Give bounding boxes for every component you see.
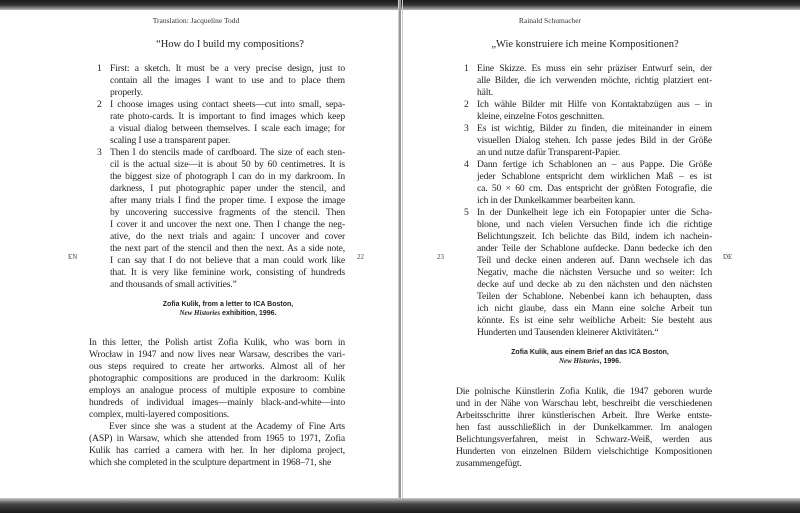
text-line: that. It is very like feminine work, consisting of hundreds — [110, 267, 345, 278]
text-line: which she completed in the sculpture department in 1968–71, she — [89, 457, 332, 468]
numbered-list — [97, 63, 345, 291]
text-line: ative, do the next trials and again: I uncover and cover — [110, 231, 345, 242]
text-line: First: a sketch. It must be a very precise design, just to — [110, 63, 345, 74]
list-item — [97, 63, 345, 99]
running-head: Rainald Schumacher — [518, 16, 582, 25]
caption-line-2: , 1996. — [599, 358, 622, 365]
viewer-bottom-bar — [0, 498, 800, 513]
list-item-number: 4 — [464, 159, 469, 170]
text-line: könnte. Es ist eine sehr weibliche Arbeit: Sie besteht aus — [477, 315, 712, 326]
text-line: I cover it and uncover the next one. Then I change the neg- — [110, 219, 345, 230]
text-line: Belichtungsverfahren, meist in Schwarz-Weiß, werden aus — [456, 434, 712, 445]
text-line: visuellen Dialog stehen. Ich passe jedes Bild in der Größe — [477, 135, 712, 146]
caption-line-1: Zofia Kulik, aus einem Brief an das ICA Boston, — [511, 349, 669, 356]
text-line: Arbeitsschritte ihrer künstlerischen Arbeit. Ihre Werke entste- — [456, 410, 712, 421]
text-line: by uncovering successive fragments of the stencil. Then — [110, 207, 345, 218]
list-item — [464, 123, 712, 159]
text-line: ous steps required to create her artworks. Almost all of her — [89, 361, 345, 372]
text-line: alle Bilder, die ich verwenden möchte, richtig platziert ent- — [477, 75, 712, 86]
text-line: photographic compositions are produced in the darkroom: Kulik — [89, 373, 345, 384]
caption-exhibition-title: New Histories — [179, 309, 221, 317]
list-item-number: 2 — [464, 99, 469, 110]
text-line: and thousands of small activities.” — [110, 279, 237, 290]
text-line: blone, und nach vielen Versuchen finde ich die richtige — [477, 219, 712, 230]
caption-line-2: exhibition, 1996. — [220, 310, 277, 317]
list-item-number: 3 — [464, 123, 469, 134]
list-item — [464, 207, 712, 339]
paragraph — [456, 386, 712, 470]
text-line: employs an analogue process of multiple exposure to combine — [89, 385, 345, 396]
paragraph — [89, 337, 345, 421]
text-line: contain all the images I want to use and to place them — [110, 75, 345, 86]
text-line: zusammengefügt. — [456, 458, 522, 469]
text-line: I choose images using contact sheets—cut into small, sepa- — [110, 99, 345, 110]
numbered-list — [464, 63, 712, 339]
book-gutter — [399, 0, 401, 513]
caption-exhibition-title: New Histories — [558, 357, 600, 365]
text-line: hält. — [477, 87, 494, 98]
text-line: ich in der Dunkelkammer bearbeiten kann. — [477, 195, 636, 206]
language-label: EN — [68, 253, 78, 261]
text-line: Es ist wichtig, Bilder zu finden, die miteinander in einem — [477, 123, 712, 134]
paragraph — [89, 421, 345, 469]
text-line: hen fast ausschließlich in der Dunkelkammer. Im analogen — [456, 422, 712, 433]
page-number: 22 — [357, 253, 364, 261]
list-item-number: 1 — [464, 63, 469, 74]
text-line: Ich wähle Bilder mit Hilfe von Kontaktabzügen aus – in — [477, 99, 712, 110]
text-line: Ever since she was a student at the Academy of Fine Arts — [109, 421, 345, 432]
text-line: Wrocław in 1947 and now lives near Warsaw, describes the vari- — [89, 349, 345, 360]
quote-caption — [108, 300, 348, 318]
list-item-number: 5 — [464, 207, 469, 218]
list-item — [97, 99, 345, 147]
text-line: In der Dunkelheit lege ich ein Fotopapier unter die Scha- — [477, 207, 712, 218]
list-item-number: 1 — [97, 63, 102, 74]
text-line: ca. 50 × 60 cm. Das entspricht der größten Fotografie, die — [477, 183, 712, 194]
list-item — [464, 99, 712, 123]
text-line: Belichtungszeit. Ich belichte das Bild, indem ich nachein- — [477, 231, 712, 242]
text-line: und in der Nähe von Warschau lebt, beschreibt die verschiedenen — [456, 398, 712, 409]
page-heading: „Wie konstruiere ich meine Kompositionen? — [491, 39, 679, 50]
text-line: the next part of the stencil and then the next. As a side note, — [110, 243, 345, 254]
text-line: after many trials I find the proper time. I expose the image — [110, 195, 345, 206]
text-line: jeder Schablone entspricht dem wirklichen Maß – es ist — [477, 171, 712, 182]
text-line: Dann fertige ich Schablonen an – aus Pappe. Die Größe — [477, 159, 712, 170]
text-line: properly. — [110, 87, 143, 98]
caption-line-1: Zofia Kulik, from a letter to ICA Boston, — [162, 301, 294, 308]
text-line: darkness, I put photographic paper under the stencil, and — [110, 183, 345, 194]
right-page-edge — [402, 0, 403, 513]
text-line: rate photo-cards. It is important to find images which keep — [110, 111, 345, 122]
language-label: DE — [723, 253, 733, 261]
text-line: Hunderten von einzelnen Bildern vielschichtige Kompositionen — [456, 446, 712, 457]
text-line: (ASP) in Warsaw, which she attended from 1965 to 1971, Zofia — [89, 433, 345, 444]
body-text — [456, 386, 712, 470]
list-item — [464, 159, 712, 207]
list-item — [464, 63, 712, 99]
page-heading: “How do I build my compositions? — [156, 39, 304, 50]
text-line: In this letter, the Polish artist Zofia Kulik, who was born in — [89, 337, 345, 348]
text-line: scaling I use a transparent paper. — [110, 135, 231, 146]
text-line: Negativ, mache die nächsten Versuche und so weiter: Ich — [477, 267, 712, 278]
list-item-number: 2 — [97, 99, 102, 110]
body-text — [89, 337, 345, 469]
text-line: kleine, einzelne Fotos geschnitten. — [477, 111, 605, 122]
text-line: Teilen der Schablone. Nebenbei kann ich behaupten, dass — [477, 291, 712, 302]
page-number: 23 — [437, 253, 444, 261]
text-line: an und nutze dafür Transparent-Papier. — [477, 147, 621, 158]
text-line: hundreds of individual images—mainly black-and-white—into — [89, 397, 345, 408]
text-line: Kulik has carried a camera with her. In her diploma project, — [89, 445, 345, 456]
text-line: decke auf und decke ab zu den nächsten und den nächsten — [477, 279, 712, 290]
text-line: I can say that I do not believe that a man could work like — [110, 255, 345, 266]
text-line: Die polnische Künstlerin Zofia Kulik, die 1947 geboren wurde — [456, 386, 712, 397]
text-line: ander Teile der Schablone aufdecke. Dann bedecke ich den — [477, 243, 712, 254]
text-line: a visual dialog between themselves. I scale each image; for — [110, 123, 345, 134]
list-item-number: 3 — [97, 147, 102, 158]
text-line: complex, multi-layered compositions. — [89, 409, 230, 420]
text-line: ich nicht glaube, dass ein Mann eine solche Arbeit tun — [477, 303, 712, 314]
text-line: Teil und decke einen anderen auf. Dann wechsele ich das — [477, 255, 712, 266]
running-head: Translation: Jacqueline Todd — [152, 16, 240, 25]
text-line: cil is the actual size—it is about 50 by 60 centimetres. It is — [110, 159, 345, 170]
quote-caption — [470, 348, 710, 366]
text-line: Eine Skizze. Es muss ein sehr präziser Entwurf sein, der — [477, 63, 712, 74]
list-item — [97, 147, 345, 291]
text-line: the biggest size of photograph I can do in my darkroom. In — [110, 171, 345, 182]
text-line: Then I do stencils made of cardboard. The size of each sten- — [110, 147, 345, 158]
text-line: Hunderten und Tausenden kleinerer Aktivitäten.“ — [477, 327, 659, 338]
